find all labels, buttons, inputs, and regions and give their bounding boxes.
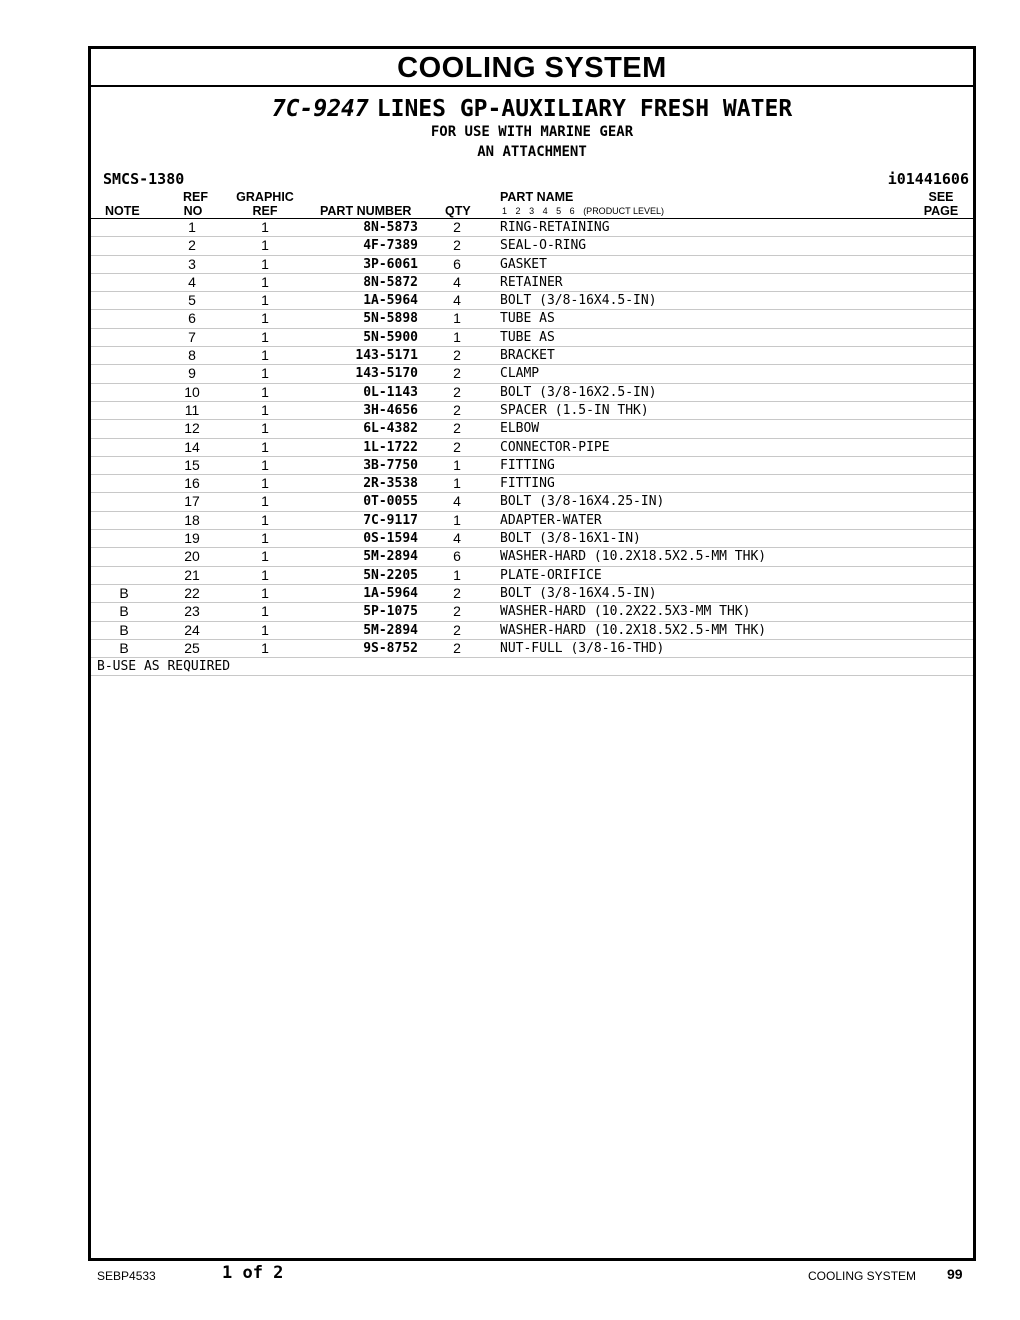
subtitle-line-2: AN ATTACHMENT [477,144,587,160]
row-part-number: 5P-1075 [363,604,418,620]
row-graphic-ref: 1 [261,328,269,345]
header-part-name: PART NAME [500,190,574,204]
row-ref-no: 24 [184,621,200,638]
header-see-page-line-1: SEE [928,190,954,204]
row-ref-no: 16 [184,475,200,492]
header-graphic-ref-line-2: REF [252,204,278,218]
table-row [91,439,973,457]
table-row [91,274,973,292]
product-level-label: (PRODUCT LEVEL) [583,206,665,216]
row-qty: 4 [453,493,461,510]
row-graphic-ref: 1 [261,621,269,638]
code-line [91,170,973,190]
row-ref-no: 6 [188,310,196,327]
part-group-number: 7C-9247 [271,96,369,122]
parts-list [91,219,973,658]
row-ref-no: 17 [184,493,200,510]
row-part-number: 143-5171 [355,348,418,364]
header-part-number: PART NUMBER [320,204,412,218]
table-row [91,310,973,328]
header-ref-no-line-2: NO [183,204,203,218]
row-qty: 1 [453,475,461,492]
row-ref-no: 15 [184,456,200,473]
row-part-number: 3P-6061 [363,256,418,272]
table-row [91,548,973,566]
row-part-name: WASHER-HARD (10.2X22.5X3-MM THK) [500,604,751,620]
table-row [91,237,973,255]
row-part-name: TUBE AS [500,311,555,327]
row-graphic-ref: 1 [261,639,269,656]
row-graphic-ref: 1 [261,511,269,528]
row-graphic-ref: 1 [261,456,269,473]
row-graphic-ref: 1 [261,365,269,382]
row-qty: 2 [453,365,461,382]
row-graphic-ref: 1 [261,530,269,547]
row-part-number: 0S-1594 [363,531,418,547]
row-graphic-ref: 1 [261,493,269,510]
row-part-number: 143-5170 [355,366,418,382]
footer-page-of: 1 of 2 [222,1263,284,1283]
row-note: B [119,621,129,638]
row-ref-no: 14 [184,438,200,455]
row-part-number: 0T-0055 [363,494,418,510]
row-graphic-ref: 1 [261,566,269,583]
row-part-name: BOLT (3/8-16X4.5-IN) [500,585,657,601]
row-graphic-ref: 1 [261,420,269,437]
row-part-name: FITTING [500,476,555,492]
row-qty: 1 [453,328,461,345]
row-qty: 2 [453,347,461,364]
row-part-name: CLAMP [500,366,540,382]
table-row [91,256,973,274]
row-graphic-ref: 1 [261,310,269,327]
row-part-number: 3H-4656 [363,402,418,418]
table-row [91,457,973,475]
row-part-name: PLATE-ORIFICE [500,567,602,583]
row-part-name: ADAPTER-WATER [500,512,602,528]
row-qty: 4 [453,530,461,547]
row-ref-no: 3 [188,255,196,272]
row-qty: 6 [453,255,461,272]
row-qty: 2 [453,584,461,601]
row-ref-no: 12 [184,420,200,437]
level-5: 5 [556,206,562,216]
header-graphic-ref [235,190,295,218]
row-part-name: BOLT (3/8-16X4.25-IN) [500,494,665,510]
row-qty: 2 [453,401,461,418]
table-row [91,402,973,420]
row-part-number: 8N-5873 [363,220,418,235]
row-part-number: 5N-5900 [363,329,418,345]
row-graphic-ref: 1 [261,401,269,418]
row-part-number: 8N-5872 [363,274,418,290]
row-part-name: SEAL-O-RING [500,238,587,254]
level-3: 3 [529,206,535,216]
row-ref-no: 20 [184,548,200,565]
row-part-number: 5M-2894 [363,622,418,638]
row-graphic-ref: 1 [261,548,269,565]
row-part-name: ELBOW [500,421,540,437]
row-qty: 2 [453,420,461,437]
table-row [91,512,973,530]
row-part-name: BOLT (3/8-16X1-IN) [500,531,641,547]
row-qty: 2 [453,219,461,235]
row-qty: 4 [453,292,461,309]
footer-doc-number: SEBP4533 [97,1269,156,1283]
row-part-name: WASHER-HARD (10.2X18.5X2.5-MM THK) [500,549,767,565]
table-row [91,585,973,603]
row-qty: 2 [453,639,461,656]
row-graphic-ref: 1 [261,438,269,455]
part-group-title [91,96,973,122]
footer-section: COOLING SYSTEM [808,1269,917,1283]
table-row [91,292,973,310]
column-headers [91,190,973,219]
row-part-name: SPACER (1.5-IN THK) [500,402,649,418]
table-row [91,603,973,621]
row-note: B [119,603,129,620]
level-2: 2 [515,206,521,216]
row-qty: 1 [453,511,461,528]
row-graphic-ref: 1 [261,347,269,364]
row-graphic-ref: 1 [261,273,269,290]
parts-page-frame [88,46,976,1261]
row-note: B [119,639,129,656]
row-part-name: NUT-FULL (3/8-16-THD) [500,640,665,656]
row-qty: 6 [453,548,461,565]
table-row [91,219,973,237]
row-ref-no: 21 [184,566,200,583]
row-part-name: FITTING [500,457,555,473]
row-ref-no: 25 [184,639,200,656]
row-ref-no: 1 [188,219,196,235]
table-row [91,493,973,511]
table-row [91,365,973,383]
header-note: NOTE [105,204,140,218]
row-part-number: 5N-2205 [363,567,418,583]
row-part-number: 5N-5898 [363,311,418,327]
table-row [91,475,973,493]
table-row [91,530,973,548]
row-part-name: BOLT (3/8-16X4.5-IN) [500,293,657,309]
row-part-number: 0L-1143 [363,384,418,400]
table-row [91,347,973,365]
table-row [91,420,973,438]
header-ref-no-line-1: REF [183,190,208,204]
row-part-name: CONNECTOR-PIPE [500,439,610,455]
row-graphic-ref: 1 [261,255,269,272]
header-qty: QTY [445,204,471,218]
row-qty: 2 [453,603,461,620]
row-part-number: 1L-1722 [363,439,418,455]
row-ref-no: 22 [184,584,200,601]
row-ref-no: 7 [188,328,196,345]
row-part-number: 9S-8752 [363,640,418,656]
row-qty: 1 [453,456,461,473]
level-1: 1 [502,206,508,216]
row-ref-no: 10 [184,383,200,400]
footer-page-number: 99 [947,1266,963,1282]
row-ref-no: 4 [188,273,196,290]
row-ref-no: 9 [188,365,196,382]
row-graphic-ref: 1 [261,475,269,492]
row-qty: 2 [453,237,461,254]
row-ref-no: 2 [188,237,196,254]
row-part-number: 5M-2894 [363,549,418,565]
row-graphic-ref: 1 [261,584,269,601]
header-see-page-line-2: PAGE [923,204,959,218]
header-product-levels [502,206,664,216]
row-part-number: 1A-5964 [363,585,418,601]
row-ref-no: 23 [184,603,200,620]
row-part-name: BOLT (3/8-16X2.5-IN) [500,384,657,400]
row-ref-no: 18 [184,511,200,528]
footnote: B-USE AS REQUIRED [91,658,973,676]
row-part-number: 2R-3538 [363,476,418,492]
header-ref-no [183,190,208,218]
row-part-number: 1A-5964 [363,293,418,309]
illustration-id: i01441606 [887,170,969,188]
row-ref-no: 8 [188,347,196,364]
table-row [91,622,973,640]
header-see-page [921,190,961,218]
row-graphic-ref: 1 [261,383,269,400]
row-part-number: 7C-9117 [363,512,418,528]
level-4: 4 [542,206,548,216]
page-footer [0,1263,1020,1287]
table-row [91,567,973,585]
section-title: COOLING SYSTEM [91,49,973,87]
level-6: 6 [569,206,575,216]
row-graphic-ref: 1 [261,237,269,254]
row-qty: 4 [453,273,461,290]
row-part-number: 6L-4382 [363,421,418,437]
table-row [91,384,973,402]
row-ref-no: 11 [184,401,200,418]
row-part-name: RETAINER [500,274,563,290]
header-graphic-ref-line-1: GRAPHIC [236,190,294,204]
row-part-number: 4F-7389 [363,238,418,254]
row-part-name: BRACKET [500,348,555,364]
row-graphic-ref: 1 [261,603,269,620]
row-ref-no: 5 [188,292,196,309]
row-part-name: WASHER-HARD (10.2X18.5X2.5-MM THK) [500,622,767,638]
row-graphic-ref: 1 [261,219,269,235]
table-row [91,329,973,347]
row-part-number: 3B-7750 [363,457,418,473]
table-row [91,640,973,658]
row-part-name: GASKET [500,256,547,272]
row-qty: 1 [453,566,461,583]
smcs-code: SMCS-1380 [103,170,185,188]
row-part-name: TUBE AS [500,329,555,345]
row-graphic-ref: 1 [261,292,269,309]
part-group-name: LINES GP-AUXILIARY FRESH WATER [376,96,793,122]
row-qty: 2 [453,383,461,400]
row-qty: 2 [453,438,461,455]
subtitle-line-1: FOR USE WITH MARINE GEAR [430,124,634,140]
row-note: B [119,584,129,601]
row-qty: 1 [453,310,461,327]
row-qty: 2 [453,621,461,638]
row-ref-no: 19 [184,530,200,547]
row-part-name: RING-RETAINING [500,220,610,235]
